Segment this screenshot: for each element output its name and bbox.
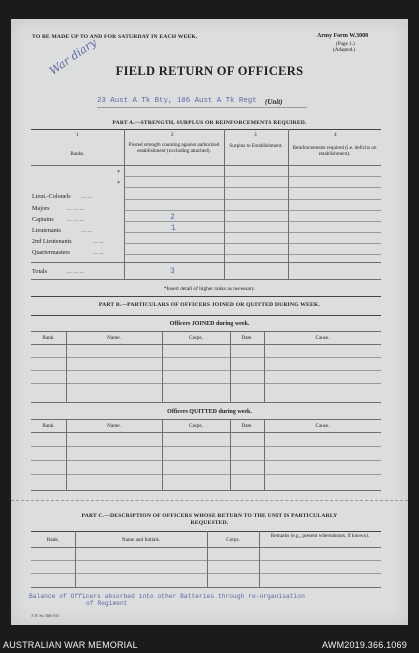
joined-col-name: Name. (107, 335, 121, 341)
part-c-heading-2: REQUESTED. (190, 520, 229, 526)
part-a-heading: PART A.—STRENGTH, SURPLUS OR REINFORCEMENTS REQUIRED. (112, 120, 307, 126)
rank-lieutenants: Lieutenants (32, 227, 61, 234)
col-number-1: 1 (76, 132, 79, 138)
col-surplus-header: Surplus to Establishment. (229, 143, 283, 149)
col-ranks-header: Ranks. (70, 151, 85, 157)
col-reinforcements-header: Reinforcements required (i.e. deficits on establishment). (292, 145, 377, 157)
quitted-col-rank: Rank. (42, 423, 55, 429)
col-number-2: 2 (171, 132, 174, 138)
footer-institution: AUSTRALIAN WAR MEMORIAL (3, 640, 138, 650)
form-title: FIELD RETURN OF OFFICERS (115, 64, 304, 78)
joined-col-rank: Rank. (42, 335, 55, 341)
quitted-col-date: Date. (241, 423, 253, 429)
totals-value: 3 (170, 267, 175, 276)
partc-col-name: Name and Initials. (121, 537, 161, 543)
part-b-heading: PART B.—PARTICULARS OF OFFICERS JOINED OR QUITTED DURING WEEK. (98, 302, 321, 308)
form-number: Army Form W.3008 (317, 33, 369, 39)
unit-label: (Unit) (265, 98, 283, 106)
quitted-col-corps: Corps. (189, 423, 203, 429)
partc-typed-note-1: Balance of Officers absorbed into other Batteries through re-organisation (29, 593, 305, 600)
printer-mark: A.W. Sta 3666 8/41 (31, 614, 60, 618)
col-number-3: 3 (254, 132, 257, 138)
col-number-4: 4 (334, 132, 337, 138)
joined-col-date: Date. (241, 335, 253, 341)
joined-title: Officers JOINED during week. (169, 321, 250, 327)
quitted-col-name: Name. (107, 423, 121, 429)
form-page: (Page 1.) (336, 41, 355, 47)
form-sheet: TO BE MADE UP TO AND FOR SATURDAY IN EACH WEEK. Army Form W.3008 (Page 1.) (Adapted.) War diary FIELD RETURN OF OFFICERS 23 Aust A Tk Bty, 106 Aust A Tk Regt (Unit) PART A.—STRENGTH, SURPLUS OR REINFORCEMENTS REQUIRED. 1 2 3 4 Ranks. Posted strength counting against authorized establishment (excluding attached). Surplus to Establishment. Reinforcements required (i.e. deficits on establishment). * * Lieut.-Colonels ... ... Majors ... ... ... Captains ... ... ... Lieutenants ... ... 2nd Lieutenants ... ... Quartermasters ... ... 2 1 Totals ... ... ... 3 *Insert detail of higher ranks as necessary. PART B.—PARTICULARS OF OFFICERS JOINED OR QUITTED DURING WEEK. Officers JOINED during week. Rank. Name. Corps. Date. Cause. Officers QUITTED during week. Rank. Name. Corps. Date. Cause. PART C.—DESCRIPTION OF OFFICERS WHOSE RETURN TO THE UNIT IS PARTICULARLY REQUESTED. Rank. Name and Initials. Corps. Remarks (e.g., present whereabouts, if known). Balance of Officers absorbed into other Batteries through re-organisation of Regiment A.W. Sta 3666 8/41 (11, 19, 408, 625)
part-c-heading-1: PART C.—DESCRIPTION OF OFFICERS WHOSE RETURN TO THE UNIT IS PARTICULARLY (81, 513, 338, 519)
joined-col-corps: Corps. (189, 335, 203, 341)
posted-captains: 2 (170, 213, 175, 222)
rank-2nd-lieutenants: 2nd Lieutenants (32, 238, 72, 245)
footer-accession: AWM2019.366.1069 (322, 640, 407, 650)
rank-lieut-colonels: Lieut.-Colonels (32, 193, 71, 200)
rank-majors: Majors (32, 205, 50, 212)
posted-lieutenants: 1 (171, 224, 176, 233)
col-posted-header: Posted strength counting against authorized establishment (excluding attached). (128, 142, 220, 154)
joined-col-cause: Cause. (315, 335, 330, 341)
part-a-footnote: *Insert detail of higher ranks as necessary. (163, 286, 256, 292)
unit-typed: 23 Aust A Tk Bty, 106 Aust A Tk Regt (97, 97, 257, 105)
rank-captains: Captains (32, 216, 54, 223)
partc-typed-note-2: of Regiment (86, 600, 128, 607)
partc-col-rank: Rank. (46, 537, 60, 543)
quitted-title: Officers QUITTED during week. (167, 409, 252, 415)
form-adapted: (Adapted.) (333, 47, 356, 53)
asterisk-2: * (117, 180, 121, 187)
partc-col-remarks: Remarks (e.g., present whereabouts, if known). (270, 533, 370, 539)
quitted-col-cause: Cause. (315, 423, 330, 429)
asterisk-1: * (117, 169, 121, 176)
partc-col-corps: Corps. (226, 537, 240, 543)
header-note: TO BE MADE UP TO AND FOR SATURDAY IN EACH WEEK. (32, 34, 198, 40)
handwritten-war-diary: War diary (47, 35, 99, 78)
totals-label: Totals (32, 268, 48, 275)
rank-quartermasters: Quartermasters (32, 249, 70, 256)
